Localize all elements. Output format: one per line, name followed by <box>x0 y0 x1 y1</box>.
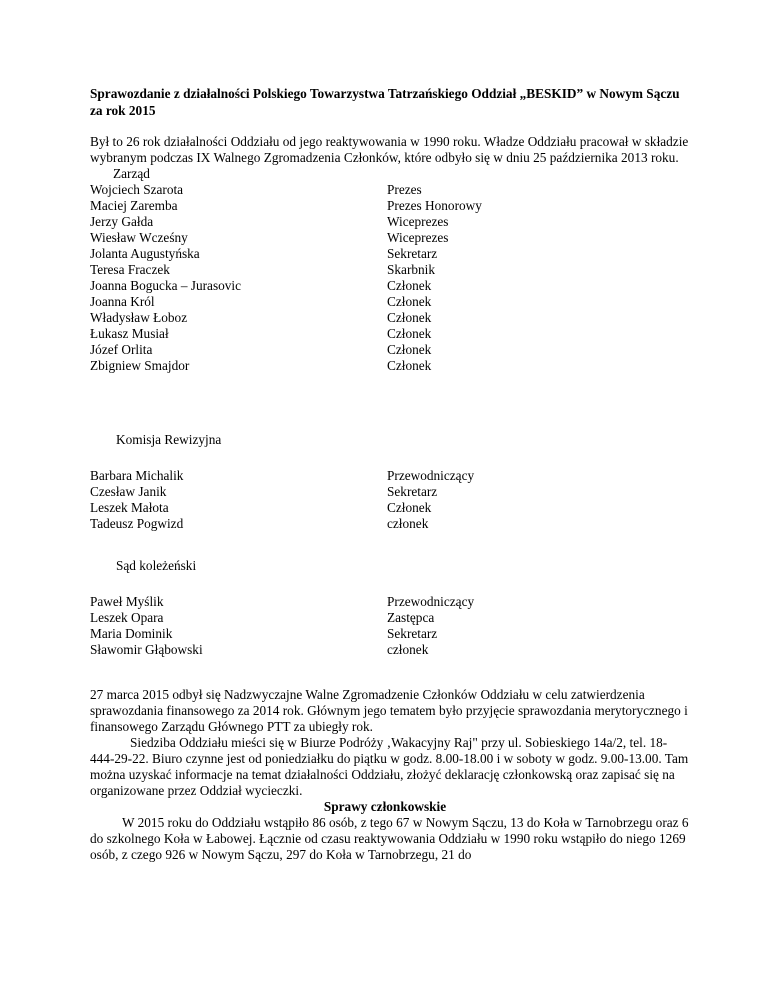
member-name: Leszek Opara <box>90 610 164 625</box>
siedziba-paragraph: Siedziba Oddziału mieści się w Biurze Podróży ‚Wakacyjny Raj" przy ul. Sobieskiego 14a/2, tel. 18-444-29-22. Biuro czynne jest od poniedziałku do piątku w godz. 8.00-18.00 i w soboty w godz. 9.00-13.00. Tam można uzyskać informacje na temat działalności Oddziału, złożyć deklarację członkowską oraz zapisać się na organizowane przez Oddział wycieczki. <box>90 735 689 798</box>
member-role: Członek <box>387 342 432 357</box>
zarzad-roster <box>90 182 690 374</box>
member-name: Tadeusz Pogwizd <box>90 516 184 531</box>
sad-roster <box>90 594 690 658</box>
roster-row <box>90 500 690 516</box>
member-name: Józef Orlita <box>90 342 153 357</box>
member-role: Członek <box>387 294 432 309</box>
walne-paragraph: 27 marca 2015 odbył się Nadzwyczajne Walne Zgromadzenie Członków Oddziału w celu zatwierdzenia sprawozdania finansowego za 2014 rok. Głównym jego tematem było przyjęcie sprawozdania merytorycznego i finansowego Zarządu Głównego PTT za ubiegły rok. <box>90 687 688 734</box>
roster-row <box>90 246 690 262</box>
member-name: Teresa Fraczek <box>90 262 170 277</box>
member-role: Członek <box>387 278 432 293</box>
document-title: Sprawozdanie z działalności Polskiego Towarzystwa Tatrzańskiego Oddział „BESKID” w Nowym Sączu za rok 2015 <box>90 86 680 118</box>
member-name: Maria Dominik <box>90 626 173 641</box>
roster-row <box>90 182 690 198</box>
roster-row <box>90 594 690 610</box>
member-name: Zbigniew Smajdor <box>90 358 190 373</box>
roster-row <box>90 310 690 326</box>
roster-row <box>90 626 690 642</box>
intro-paragraph: Był to 26 rok działalności Oddziału od jego reaktywowania w 1990 roku. Władze Oddziału pracował w składzie wybranym podczas IX Walnego Zgromadzenia Członków, które odbyło się w dniu 25 października 2013 roku. <box>90 134 689 165</box>
member-role: Wiceprezes <box>387 214 449 229</box>
roster-row <box>90 468 690 484</box>
roster-row <box>90 342 690 358</box>
member-role: Skarbnik <box>387 262 436 277</box>
roster-row <box>90 610 690 626</box>
member-role: Członek <box>387 358 432 373</box>
roster-row <box>90 358 690 374</box>
komisja-roster <box>90 468 690 532</box>
roster-row <box>90 484 690 500</box>
member-name: Jerzy Gałda <box>90 214 154 229</box>
roster-row <box>90 230 690 246</box>
member-role: Zastępca <box>387 610 435 625</box>
member-name: Wiesław Wcześny <box>90 230 188 245</box>
member-role: Przewodniczący <box>387 594 475 609</box>
member-role: Przewodniczący <box>387 468 475 483</box>
member-name: Joanna Król <box>90 294 155 309</box>
roster-row <box>90 326 690 342</box>
member-role: Sekretarz <box>387 246 438 261</box>
member-name: Joanna Bogucka – Jurasovic <box>90 278 242 293</box>
document-page <box>90 85 690 863</box>
member-role: członek <box>387 642 429 657</box>
member-role: Członek <box>387 326 432 341</box>
member-name: Władysław Łoboz <box>90 310 188 325</box>
member-role: Członek <box>387 310 432 325</box>
roster-row <box>90 642 690 658</box>
member-name: Czesław Janik <box>90 484 167 499</box>
sprawy-heading: Sprawy członkowskie <box>323 799 447 814</box>
roster-row <box>90 198 690 214</box>
member-name: Łukasz Musiał <box>90 326 169 341</box>
member-role: Prezes Honorowy <box>387 198 482 213</box>
member-name: Maciej Zaremba <box>90 198 178 213</box>
member-name: Sławomir Głąbowski <box>90 642 203 657</box>
member-role: Wiceprezes <box>387 230 449 245</box>
komisja-heading: Komisja Rewizyjna <box>116 432 222 447</box>
roster-row <box>90 262 690 278</box>
member-role: Sekretarz <box>387 626 438 641</box>
zarzad-heading: Zarząd <box>113 166 150 181</box>
sprawy-paragraph: W 2015 roku do Oddziału wstąpiło 86 osób, z tego 67 w Nowym Sączu, 13 do Koła w Tarnobrzegu oraz 6 do szkolnego Koła w Łabowej. Łącznie od czasu reaktywowania Oddziału w 1990 roku wstąpiło do niego 1269 osób, z czego 926 w Nowym Sączu, 297 do Koła w Tarnobrzegu, 21 do <box>90 815 689 862</box>
member-name: Paweł Myślik <box>90 594 164 609</box>
sad-heading: Sąd koleżeński <box>116 558 197 573</box>
member-role: Członek <box>387 500 432 515</box>
roster-row <box>90 294 690 310</box>
member-name: Barbara Michalik <box>90 468 184 483</box>
roster-row <box>90 214 690 230</box>
member-role: Sekretarz <box>387 484 438 499</box>
roster-row <box>90 278 690 294</box>
member-name: Wojciech Szarota <box>90 182 184 197</box>
roster-row <box>90 516 690 532</box>
member-role: członek <box>387 516 429 531</box>
member-role: Prezes <box>387 182 422 197</box>
member-name: Leszek Małota <box>90 500 169 515</box>
member-name: Jolanta Augustyńska <box>90 246 200 261</box>
